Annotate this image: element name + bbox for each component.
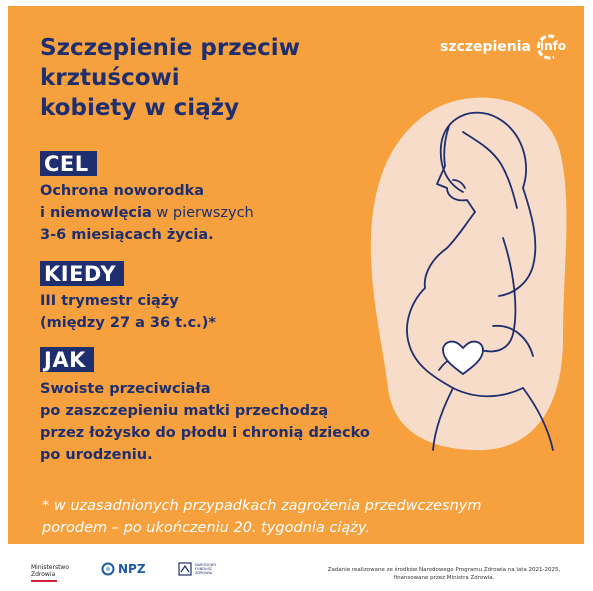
fund-emblem-icon bbox=[178, 562, 192, 576]
ministry-flag-bar bbox=[31, 580, 57, 582]
brand-name: szczepienia bbox=[440, 39, 531, 55]
section-text-jak bbox=[40, 378, 370, 466]
cel-line-2b: w pierwszych bbox=[151, 205, 254, 221]
poster bbox=[8, 6, 584, 544]
footer-logos bbox=[0, 548, 593, 591]
credit-line-1: Zadanie realizowane ze środków Narodowego Programu Zdrowia na lata 2021-2025, bbox=[327, 567, 561, 573]
brand-logo bbox=[440, 32, 567, 62]
funding-credit bbox=[324, 566, 564, 582]
npz-logo bbox=[101, 562, 146, 576]
brand-ring-icon bbox=[532, 32, 567, 62]
page-title bbox=[40, 33, 300, 123]
section-text-kiedy bbox=[40, 290, 216, 334]
fund-label: NARODOWY FUNDUSZ ZDROWIA bbox=[195, 563, 217, 575]
kiedy-line-1: III trymestr ciąży bbox=[40, 293, 179, 309]
section-label-jak: JAK bbox=[40, 347, 94, 372]
brand-suffix: info bbox=[540, 39, 567, 53]
jak-line-1: Swoiste przeciwciała bbox=[40, 381, 211, 397]
ministry-logo bbox=[31, 564, 69, 582]
section-text-cel bbox=[40, 180, 254, 246]
npz-label: NPZ bbox=[118, 562, 146, 576]
cel-line-3: 3-6 miesiącach życia. bbox=[40, 227, 214, 243]
cel-line-2 bbox=[40, 202, 254, 224]
pregnant-woman-illustration bbox=[363, 88, 573, 468]
kiedy-line-2: (między 27 a 36 t.c.)* bbox=[40, 315, 216, 331]
ministry-line-1: Ministerstwo bbox=[31, 564, 70, 571]
jak-line-3: przez łożysko do płodu i chronią dziecko bbox=[40, 425, 370, 441]
npz-swirl-icon bbox=[101, 562, 115, 576]
footnote-line-1: * w uzasadnionych przypadkach zagrożenia przedwczesnym bbox=[42, 498, 482, 514]
background-blob bbox=[371, 98, 567, 451]
section-label-cel: CEL bbox=[40, 151, 97, 176]
cel-line-2a: i niemowlęcia bbox=[40, 205, 152, 221]
title-line-3: kobiety w ciąży bbox=[40, 95, 240, 121]
section-label-kiedy: KIEDY bbox=[40, 261, 124, 286]
title-line-2: krztuścowi bbox=[40, 65, 180, 91]
footnote bbox=[42, 495, 482, 539]
jak-line-4: po urodzeniu. bbox=[40, 447, 153, 463]
jak-line-2: po zaszczepieniu matki przechodzą bbox=[40, 403, 329, 419]
title-line-1: Szczepienie przeciw bbox=[40, 35, 300, 61]
footnote-line-2: porodem – po ukończeniu 20. tygodnia ciąży. bbox=[42, 520, 370, 536]
fund-logo bbox=[178, 562, 229, 576]
ministry-line-2: Zdrowia bbox=[31, 571, 56, 578]
cel-line-1: Ochrona noworodka bbox=[40, 183, 205, 199]
credit-line-2: finansowane przez Ministra Zdrowia. bbox=[393, 575, 495, 581]
